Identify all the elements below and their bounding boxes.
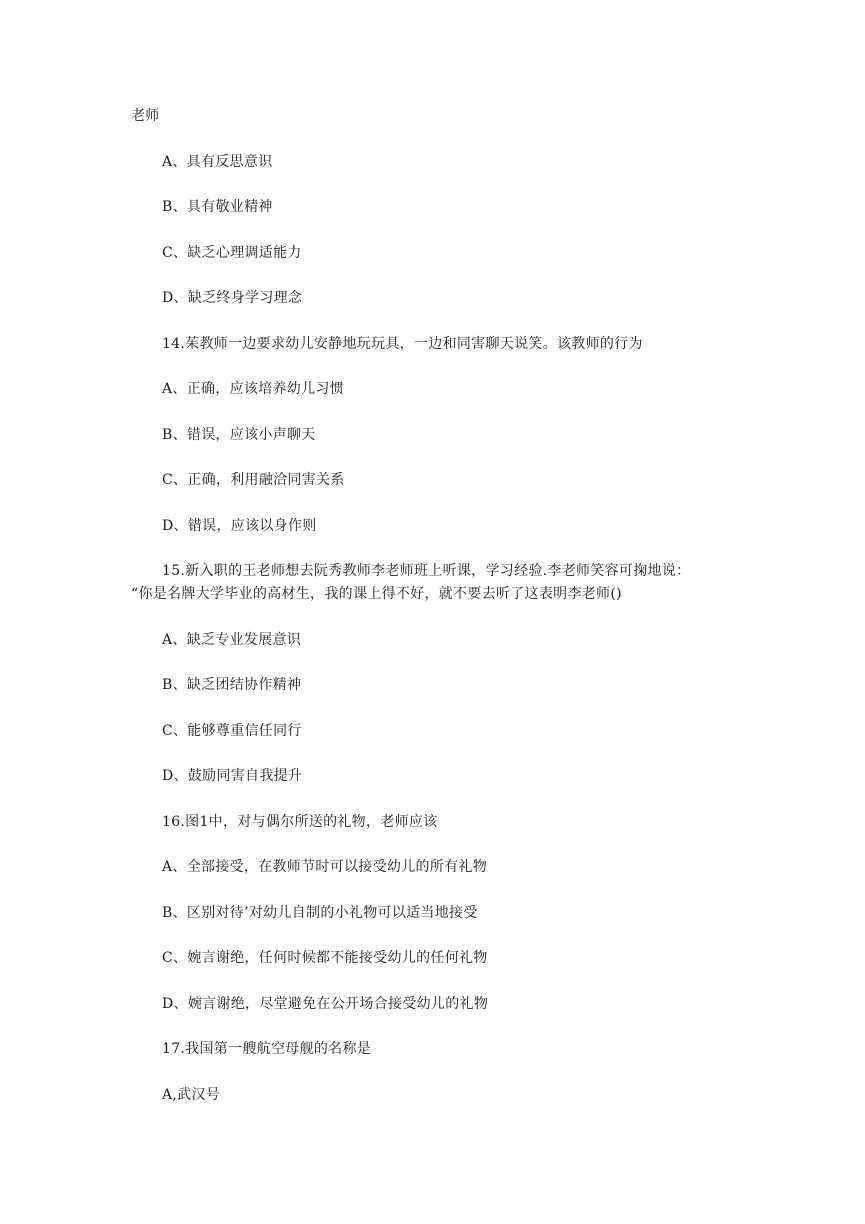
option-line: D、婉言谢绝，尽堂避免在公开场合接受幼儿的礼物 [162,996,489,1012]
question-line: 15.新入职的王老师想去阮秀教师李老师班上听课，学习经验.李老师笑容可掬地说： [162,563,691,579]
option-line: C、婉言谢绝，任何时候都不能接受幼儿的任何礼物 [162,950,488,966]
question-line: 17.我国第一艘航空母舰的名称是 [162,1041,372,1057]
option-line: B、具有敬业精神 [162,199,273,215]
option-line: A、具有反思意识 [162,154,273,170]
option-line: C、能够尊重信任同行 [162,723,302,739]
option-line: B、区别对待’对幼儿自制的小礼物可以适当地接受 [162,905,478,921]
option-line: C、正确，利用融洽同害关系 [162,472,345,488]
option-line: A,武汉号 [162,1087,221,1103]
question-line: 14.茱教师一边要求幼儿安静地玩玩具，一边和同害聊天说笑。该教师的行为 [162,336,643,352]
option-line: A、全部接受，在教师节时可以接受幼儿的所有礼物 [162,859,488,875]
option-line: D、缺乏终身学习理念 [162,290,303,306]
option-line: D、错误，应该以身作则 [162,518,317,534]
option-line: B、错误，应该小声聊天 [162,427,316,443]
option-line: D、鼓励同害自我提升 [162,768,303,784]
text-line: 老师 [131,108,160,124]
option-line: C、缺乏心理调适能力 [162,245,302,261]
option-line: B、缺乏团结协作精神 [162,677,302,693]
question-line: 16.图1中，对与偶尔所送的礼物，老师应该 [162,814,438,830]
question-line-continued: “你是名牌大学毕业的高材生，我的课上得不好，就不要去听了这表明李老师() [131,586,622,602]
option-line: A、缺乏专业发展意识 [162,632,302,648]
option-line: A、正确，应该培养幼儿习惯 [162,381,345,397]
